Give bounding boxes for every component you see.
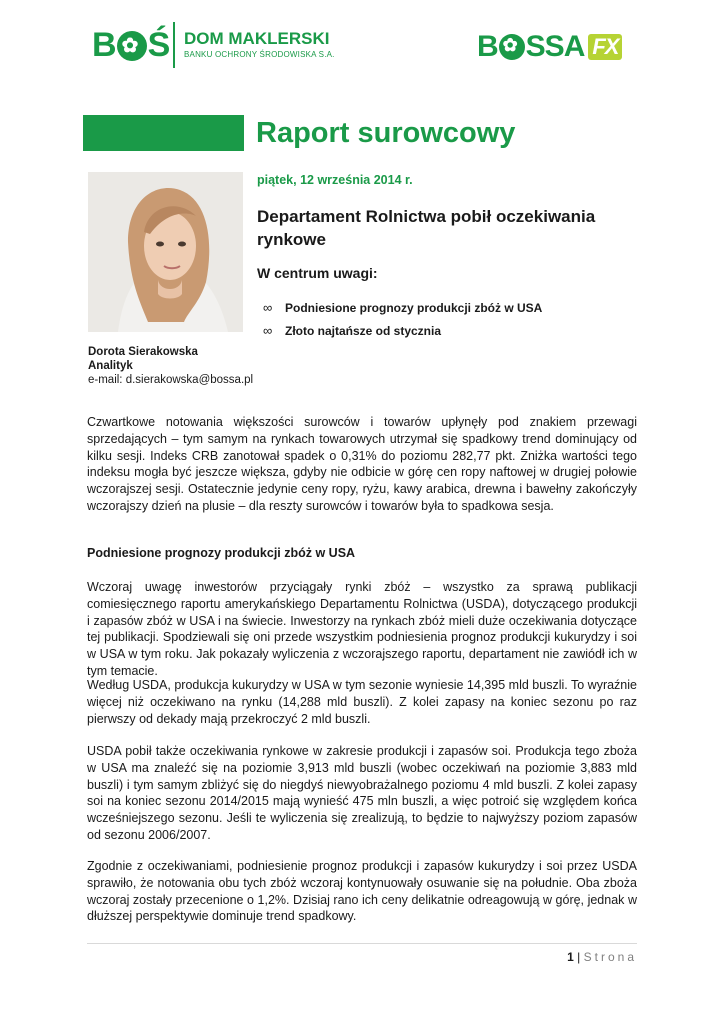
focus-label: W centrum uwagi: — [257, 265, 378, 281]
focus-list — [263, 296, 542, 342]
section-heading: Podniesione prognozy produkcji zbóż w USA — [87, 546, 356, 560]
bossa-rest: SSA — [525, 30, 585, 63]
dm-title: DOM MAKLERSKI — [184, 29, 330, 48]
body-paragraph-2: Według USDA, produkcja kukurydzy w USA w tym sezonie wyniesie 14,395 mld buszli. To wyraźnie więcej niż oczekiwano na rynku (14,288 mld buszli). Z kolei zapasy na koniec sezonu po raz pierwszy od dekady mają przekroczyć 2 mld buszli. — [87, 678, 637, 726]
email-label: e-mail: — [88, 374, 123, 386]
leaf-icon — [499, 34, 525, 60]
report-title: Raport surowcowy — [256, 117, 516, 149]
list-item — [263, 319, 542, 342]
focus-item-text: Podniesione prognozy produkcji zbóż w USA — [285, 300, 543, 315]
fx-logo: FX — [588, 34, 622, 60]
author-portrait-image — [88, 172, 243, 332]
page-footer — [540, 950, 637, 964]
footer-separator: | — [577, 950, 581, 964]
infinity-bullet-icon: ∞ — [263, 300, 273, 315]
bos-logo — [92, 26, 169, 65]
page-word: Strona — [583, 950, 637, 964]
dm-subtitle: BANKU OCHRONY ŚRODOWISKA S.A. — [184, 50, 335, 59]
bossa-b: B — [477, 30, 498, 63]
author-photo — [88, 172, 243, 332]
author-name: Dorota Sierakowska — [88, 346, 198, 358]
body-paragraph-4: Zgodnie z oczekiwaniami, podniesienie prognoz produkcji i zapasów kukurydzy i soi przez USDA sprawiło, że notowania obu tych zbóż wczoraj kontynuowały osuwanie się na południe. Oba zboża wczoraj zostały przecenione o 1,2%. Dzisiaj rano ich ceny delikatnie odreagowują w górę, jednak w dłuższej perspektywie dominuje trend spadkowy. — [87, 859, 637, 924]
leaf-icon — [117, 31, 147, 61]
bos-logo-s: Ś — [147, 26, 170, 64]
intro-paragraph: Czwartkowe notowania większości surowców i towarów upłynęły pod znakiem przewagi sprzedających – tym samym na rynkach towarowych utrzymał się spadkowy trend dominujący od kilku sesji. Indeks CRB zanotował spadek o 0,31% do poziomu 282,77 pkt. Zniżka wartości tego indeksu mogła być jeszcze większa, gdyby nie odbicie w górę cen ropy naftowej w drugiej połowie wczorajszej sesji. Ostatecznie jedynie ceny ropy, ryżu, kawy arabica, drewna i bawełny zakończyły wczorajszy dzień na plusie – dla reszty surowców i towarów była to spadkowa sesja. — [87, 415, 637, 513]
focus-item-text: Złoto najtańsze od stycznia — [285, 323, 442, 338]
page-number: 1 — [567, 950, 574, 964]
body-paragraph-3: USDA pobił także oczekiwania rynkowe w zakresie produkcji i zapasów soi. Produkcja tego zboża w USA ma znaleźć się na poziomie 3,913 mld buszli (wobec oczekiwań na poziomie 3,883 mld buszli) i tym samym zbliżyć się do niegdyś niewyobrażalnego poziomu 4 mld buszli. Z kolei zapasy soi na koniec sezonu 2014/2015 mają wynieść 475 mln buszli, a więc potroić się względem końca wcześniejszego sezonu. Jeśli te wyliczenia się zrealizują, to będzie to najwyższy poziom zapasów od sezonu 2006/2007. — [87, 744, 637, 842]
author-email-link[interactable]: d.sierakowska@bossa.pl — [125, 374, 254, 386]
footer-divider — [87, 943, 637, 944]
logo-divider — [173, 22, 175, 68]
author-email-line — [88, 374, 253, 386]
report-date: piątek, 12 września 2014 r. — [257, 173, 413, 187]
bossa-fx-logo — [477, 30, 622, 64]
headline: Departament Rolnictwa pobił oczekiwania rynkowe — [257, 207, 596, 249]
body-paragraph-1: Wczoraj uwagę inwestorów przyciągały rynki zbóż – wszystko za sprawą publikacji comiesięcznego raportu amerykańskiego Departamentu Rolnictwa (USDA), dotyczącego produkcji i zapasów zbóż w USA i na świecie. Inwestorzy na rynkach zbóż mieli duże oczekiwania dotyczące tej publikacji. Spodziewali się oni przede wszystkim podniesienia prognoz produkcji kukurydzy i soi w USA w tym roku. Jak pokazały wyliczenia z wczorajszego raportu, departament nie zawiódł ich w tym temacie. — [87, 580, 637, 678]
title-accent-bar — [83, 115, 244, 151]
list-item — [263, 296, 542, 319]
author-role: Analityk — [88, 360, 133, 372]
bos-logo-b: B — [92, 26, 116, 64]
infinity-bullet-icon: ∞ — [263, 323, 273, 338]
